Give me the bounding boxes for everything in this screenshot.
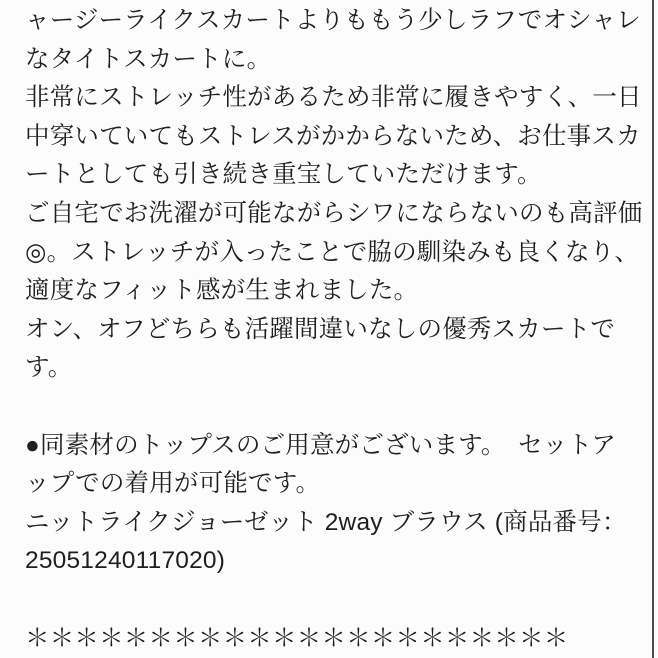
text-line: オン、オフどちらも活躍間違いなしの優秀スカートで	[25, 315, 616, 343]
text-line: ニットライクジョーゼット 2way ブラウス (商品番号：	[25, 508, 627, 536]
description-text-block	[25, 2, 645, 658]
blank-line	[25, 581, 645, 620]
text-line: す。	[25, 354, 73, 382]
asterisk-divider: ＊＊＊＊＊＊＊＊＊＊＊＊＊＊＊＊＊＊＊＊＊＊	[25, 624, 569, 652]
text-line: 中穿いていてもストレスがかからないため、お仕事スカ	[25, 122, 641, 150]
text-line: ●同素材のトップスのご用意がございます。 セットア	[25, 431, 617, 459]
text-line: なタイトスカートに。	[25, 45, 272, 73]
right-edge-border	[652, 0, 654, 658]
text-line: ップでの着用が可能です。	[25, 470, 321, 498]
text-line: 適度なフィット感が生まれました。	[25, 277, 419, 305]
text-line: ご自宅でお洗濯が可能ながらシワにならないのも高評価	[25, 199, 643, 227]
text-line: 非常にストレッチ性があるため非常に履きやすく、一日	[25, 84, 642, 112]
text-line: ◎。ストレッチが入ったことで脇の馴染みも良くなり、	[25, 238, 640, 266]
text-line: ャージーライクスカートよりももう少しラフでオシャレ	[25, 7, 641, 34]
text-line: ートとしても引き続き重宝していただけます。	[25, 161, 542, 189]
blank-line	[25, 388, 645, 427]
text-line-product-number: 25051240117020)	[25, 547, 226, 575]
